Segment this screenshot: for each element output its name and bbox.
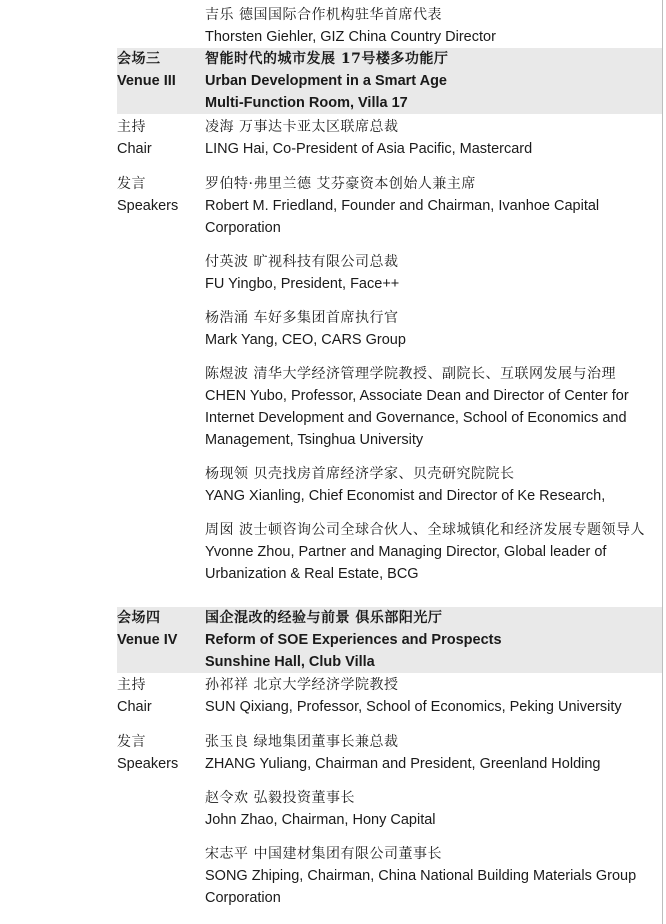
speaker-name-en: ZHANG Yuliang, Chairman and President, Greenland Holding [205,756,601,772]
speaker-entry [205,787,662,831]
speaker-name-zh: 付英波 旷视科技有限公司总裁 [205,254,399,270]
speaker-entry [205,173,662,239]
speakers-label-zh: 发言 [117,734,146,750]
speaker-name-en: Yvonne Zhou, Partner and Managing Director, Global leader of Urbanization & Real Estate, BCG [205,544,607,582]
chair-label-en: Chair [117,699,152,715]
speaker-name-zh: 吉乐 德国国际合作机构驻华首席代表 [205,7,442,23]
chair-name-zh: 孙祁祥 北京大学经济学院教授 [205,677,399,693]
venue-4-label-zh: 会场四 [117,610,161,626]
speaker-name-en: YANG Xianling, Chief Economist and Director of Ke Research, [205,488,606,504]
speaker-name-en: SONG Zhiping, Chairman, China National Building Materials Group Corporation [205,868,637,906]
venue-3-room-en: Multi-Function Room, Villa 17 [205,95,408,111]
chair-name-zh: 凌海 万事达卡亚太区联席总裁 [205,119,399,135]
speaker-name-en: Robert M. Friedland, Founder and Chairman, Ivanhoe Capital Corporation [205,198,600,236]
speaker-name-zh: 杨现领 贝壳找房首席经济学家、贝壳研究院院长 [205,466,515,482]
speaker-entry [205,519,662,585]
speaker-entry [205,731,662,775]
venue-3-title-zh: 智能时代的城市发展 17号楼多功能厅 [205,51,449,67]
speaker-name-zh: 赵令欢 弘毅投资董事长 [205,790,355,806]
venue-3-label-zh: 会场三 [117,51,161,67]
venue-4-title-zh: 国企混改的经验与前景 俱乐部阳光厅 [205,610,443,626]
speaker-name-en: John Zhao, Chairman, Hony Capital [205,812,436,828]
speaker-name-zh: 陈煜波 清华大学经济管理学院教授、副院长、互联网发展与治理 [205,366,616,382]
speaker-name-en: Thorsten Giehler, GIZ China Country Director [205,29,496,45]
speaker-entry [205,843,662,909]
venue-4-title-en: Reform of SOE Experiences and Prospects [205,632,502,648]
venue-3-title-en: Urban Development in a Smart Age [205,73,447,89]
chair-name-en: LING Hai, Co-President of Asia Pacific, Mastercard [205,141,533,157]
speaker-entry [205,307,662,351]
speakers-label-zh: 发言 [117,176,146,192]
speaker-name-zh: 杨浩涌 车好多集团首席执行官 [205,310,399,326]
chair-label-en: Chair [117,141,152,157]
venue-3-label-en: Venue III [117,73,176,89]
speaker-entry [205,363,662,451]
speaker-name-en: FU Yingbo, President, Face++ [205,276,400,292]
venue-4-label-en: Venue IV [117,632,178,648]
venue-4-banner [117,607,662,673]
speaker-name-en: Mark Yang, CEO, CARS Group [205,332,406,348]
chair-label-zh: 主持 [117,677,146,693]
speakers-label-en: Speakers [117,756,179,772]
venue-4-room-en: Sunshine Hall, Club Villa [205,654,375,670]
speaker-name-en: CHEN Yubo, Professor, Associate Dean and Director of Center for Internet Development and Governance, School of Economics and Management, Tsinghua University [205,388,629,448]
speaker-name-zh: 周囡 波士顿咨询公司全球合伙人、全球城镇化和经济发展专题领导人 [205,522,645,538]
speaker-entry [205,251,662,295]
venue-3-banner [117,48,662,114]
speaker-name-zh: 罗伯特·弗里兰德 艾芬豪资本创始人兼主席 [205,176,476,192]
page-right-border [662,0,663,924]
chair-label-zh: 主持 [117,119,146,135]
speakers-label-en: Speakers [117,198,179,214]
speaker-entry [205,463,662,507]
speaker-name-zh: 宋志平 中国建材集团有限公司董事长 [205,846,442,862]
chair-name-en: SUN Qixiang, Professor, School of Economics, Peking University [205,699,622,715]
speaker-name-zh: 张玉良 绿地集团董事长兼总裁 [205,734,399,750]
